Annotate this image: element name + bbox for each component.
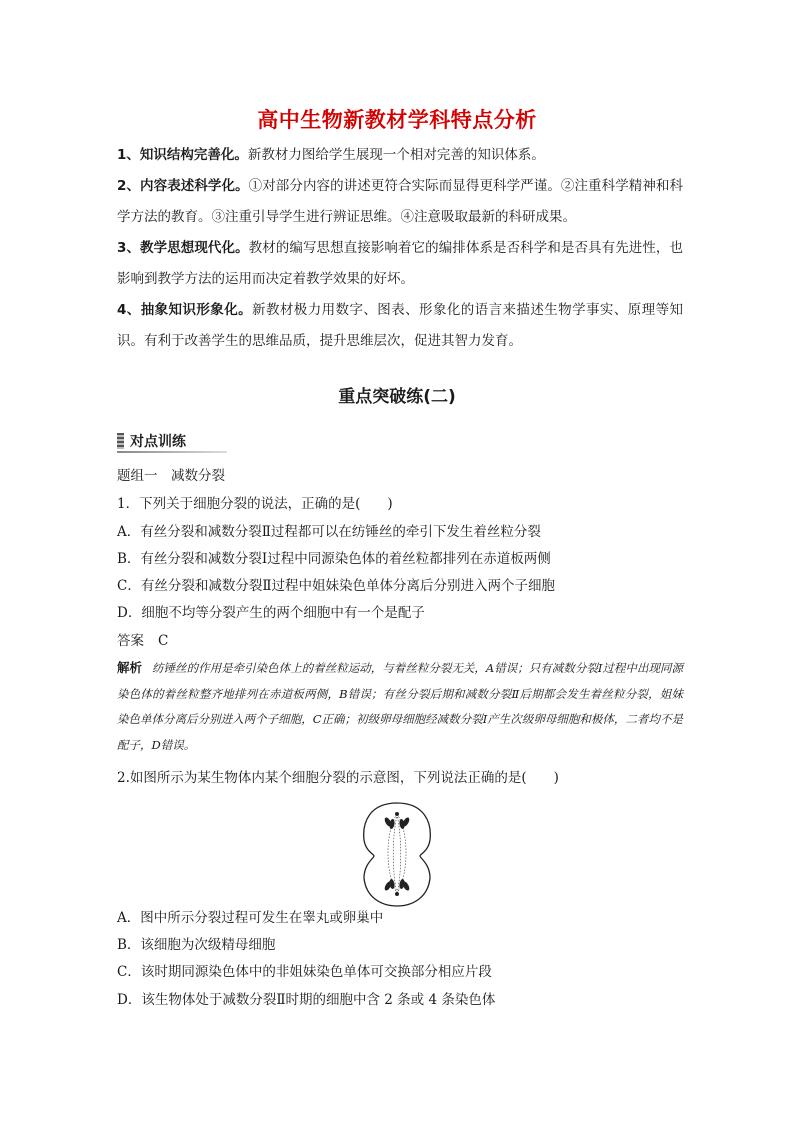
point-4 [117, 295, 683, 357]
point-3-head: 3、教学思想现代化。 [117, 240, 249, 256]
q1-stem: 1．下列关于细胞分裂的说法，正确的是( ) [117, 496, 393, 512]
q2-stem: 2.如图所示为某生物体内某个细胞分裂的示意图，下列说法正确的是( ) [117, 770, 559, 786]
q1-answer [117, 631, 687, 651]
analysis-text: 纺锤丝的作用是牵引染色体上的着丝粒运动，与着丝粒分裂无关，A错误；只有减数分裂Ⅰ过程中出现同源染色体的着丝粒整齐地排列在赤道板两侧，B错误；有丝分裂后期和减数分裂Ⅱ后期都会发生着丝粒分裂，姐妹染色单体分离后分别进入两个子细胞，C正确；初级卵母细胞经减数分裂Ⅰ产生次级卵母细胞和极体，二者均不是配子，D错误。 [117, 661, 683, 752]
point-2-head: 2、内容表述科学化。 [117, 178, 249, 194]
section-marker-icon [117, 433, 124, 449]
point-1-head: 1、知识结构完善化。 [117, 147, 248, 163]
lower-chromosomes [383, 879, 410, 896]
point-1-text: 新教材力图给学生展现一个相对完善的知识体系。 [247, 147, 545, 163]
q1-option-a: A．有丝分裂和减数分裂Ⅱ过程都可以在纺锤丝的牵引下发生着丝粒分裂 [117, 524, 541, 540]
training-header [117, 430, 186, 452]
point-2 [117, 171, 683, 233]
q2-option-c: C．该时期同源染色体中的非姐妹染色单体可交换部分相应片段 [117, 964, 492, 980]
q1-option-c: C．有丝分裂和减数分裂Ⅱ过程中姐妹染色单体分离后分别进入两个子细胞 [117, 578, 556, 594]
section-title: 重点突破练(二) [338, 387, 456, 407]
point-4-head: 4、抽象知识形象化。 [117, 302, 253, 318]
training-label: 对点训练 [130, 434, 186, 450]
q1-option-b: B．有丝分裂和减数分裂Ⅰ过程中同源染色体的着丝粒都排列在赤道板两侧 [117, 551, 551, 567]
q2-option-d: D．该生物体处于减数分裂Ⅱ时期的细胞中含 2 条或 4 条染色体 [117, 992, 496, 1008]
point-2-text: ①对部分内容的讲述更符合实际而显得更科学严谨。②注重科学精神和科学方法的教育。③注重引导学生进行辨证思维。④注意吸取最新的科研成果。 [117, 178, 683, 225]
group-label: 题组一 减数分裂 [117, 468, 225, 484]
point-3-text: 教材的编写思想直接影响着它的编排体系是否科学和是否具有先进性，也影响到教学方法的运用而决定着教学效果的好坏。 [117, 240, 683, 287]
q2-option-b: B．该细胞为次级精母细胞 [117, 937, 276, 953]
answer-label: 答案 [117, 633, 144, 649]
document-title: 高中生物新教材学科特点分析 [257, 108, 537, 132]
upper-chromosomes [383, 812, 410, 829]
cell-membrane [364, 803, 431, 906]
q1-option-d: D．细胞不均等分裂产生的两个细胞中有一个是配子 [117, 605, 425, 621]
point-1 [117, 140, 683, 171]
cell-division-figure [352, 800, 442, 910]
point-3 [117, 233, 683, 295]
q1-analysis [117, 655, 683, 758]
analysis-label: 解析 [117, 660, 143, 675]
point-4-text: 新教材极力用数字、图表、形象化的语言来描述生物学事实、原理等知识。有利于改善学生的思维品质，提升思维层次，促进其智力发育。 [117, 302, 683, 349]
answer-value: C [158, 633, 169, 649]
q2-option-a: A．图中所示分裂过程可发生在睾丸或卵巢中 [117, 910, 384, 926]
header-underline [117, 451, 227, 453]
